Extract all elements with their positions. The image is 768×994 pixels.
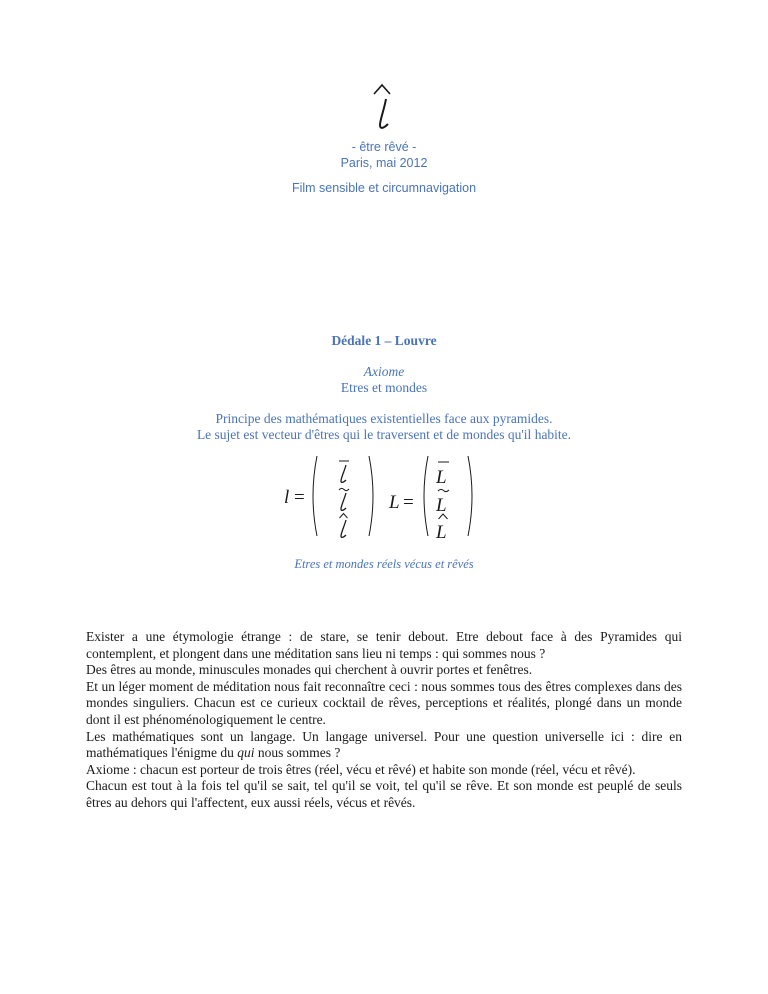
right-bracket-close (468, 456, 472, 536)
section-heading: Dédale 1 – Louvre (331, 333, 437, 348)
right-equals: = (403, 492, 414, 513)
body-text (86, 629, 682, 812)
matrix-caption: Etres et mondes réels vécus et rêvés (294, 557, 474, 571)
place-date: Paris, mai 2012 (340, 156, 428, 170)
left-equals: = (294, 487, 305, 508)
principle-line-1: Principe des mathématiques existentielles face aux pyramides. (215, 411, 553, 426)
svg-text:L: L (436, 467, 447, 488)
subtitle: - être rêvé - (351, 140, 417, 154)
principle-line-2: Le sujet est vecteur d'êtres qui le traversent et de mondes qu'il habite. (196, 427, 572, 442)
paragraph-4: Les mathématiques sont un langage. Un langage universel. Pour une question universelle ici : dire en mathématiques l'énigme du qui nous sommes ? (86, 728, 682, 761)
svg-text:L: L (436, 522, 447, 542)
right-entry-L-hat (435, 514, 448, 542)
left-bracket-open (313, 456, 317, 536)
right-entry-L-bar (435, 462, 449, 488)
right-var: L (389, 492, 400, 513)
paragraph-3: Et un léger moment de méditation nous fait reconnaître ceci : nous sommes tous des êtres complexes dans des mondes singuliers. Chacun est ce curieux cocktail de rêves, perceptions et réalités, plongé dans un monde dont il est phénoménologiquement le centre. (86, 678, 682, 727)
paragraph-6: Chacun est tout à la fois tel qu'il se sait, tel qu'il se voit, tel qu'il se rêve. Et son monde est peuplé de seuls êtres au dehors qui l'affectent, eux aussi réels, vécus et rêvés. (86, 778, 682, 810)
paragraph-1: Exister a une étymologie étrange : de stare, se tenir debout. Etre debout face à des Pyramides qui contemplent, et plongent dans une méditation sans lieu ni temps : qui sommes nous ? (86, 629, 682, 661)
left-var: l (284, 487, 290, 508)
left-bracket-close (369, 456, 373, 536)
axiom-label: Axiome (363, 364, 405, 379)
emphasis-qui: qui (237, 745, 255, 761)
vector-matrices-figure (283, 452, 483, 542)
left-entry-l-hat (340, 514, 348, 538)
left-entry-l-tilde (339, 488, 349, 510)
right-bracket-open (424, 456, 428, 536)
film-line: Film sensible et circumnavigation (291, 181, 477, 195)
svg-text:L: L (436, 495, 447, 516)
left-entry-l-bar (339, 461, 349, 482)
right-entry-L-tilde (435, 489, 449, 516)
paragraph-2: Des êtres au monde, minuscules monades qui cherchent à ouvrir portes et fenêtres. (86, 662, 533, 678)
axiom-title: Etres et mondes (340, 380, 428, 395)
title-l-hat-symbol (362, 82, 406, 132)
paragraph-5: Axiome : chacun est porteur de trois êtres (réel, vécu et rêvé) et habite son monde (réel, vécu et rêvé). (86, 761, 636, 777)
